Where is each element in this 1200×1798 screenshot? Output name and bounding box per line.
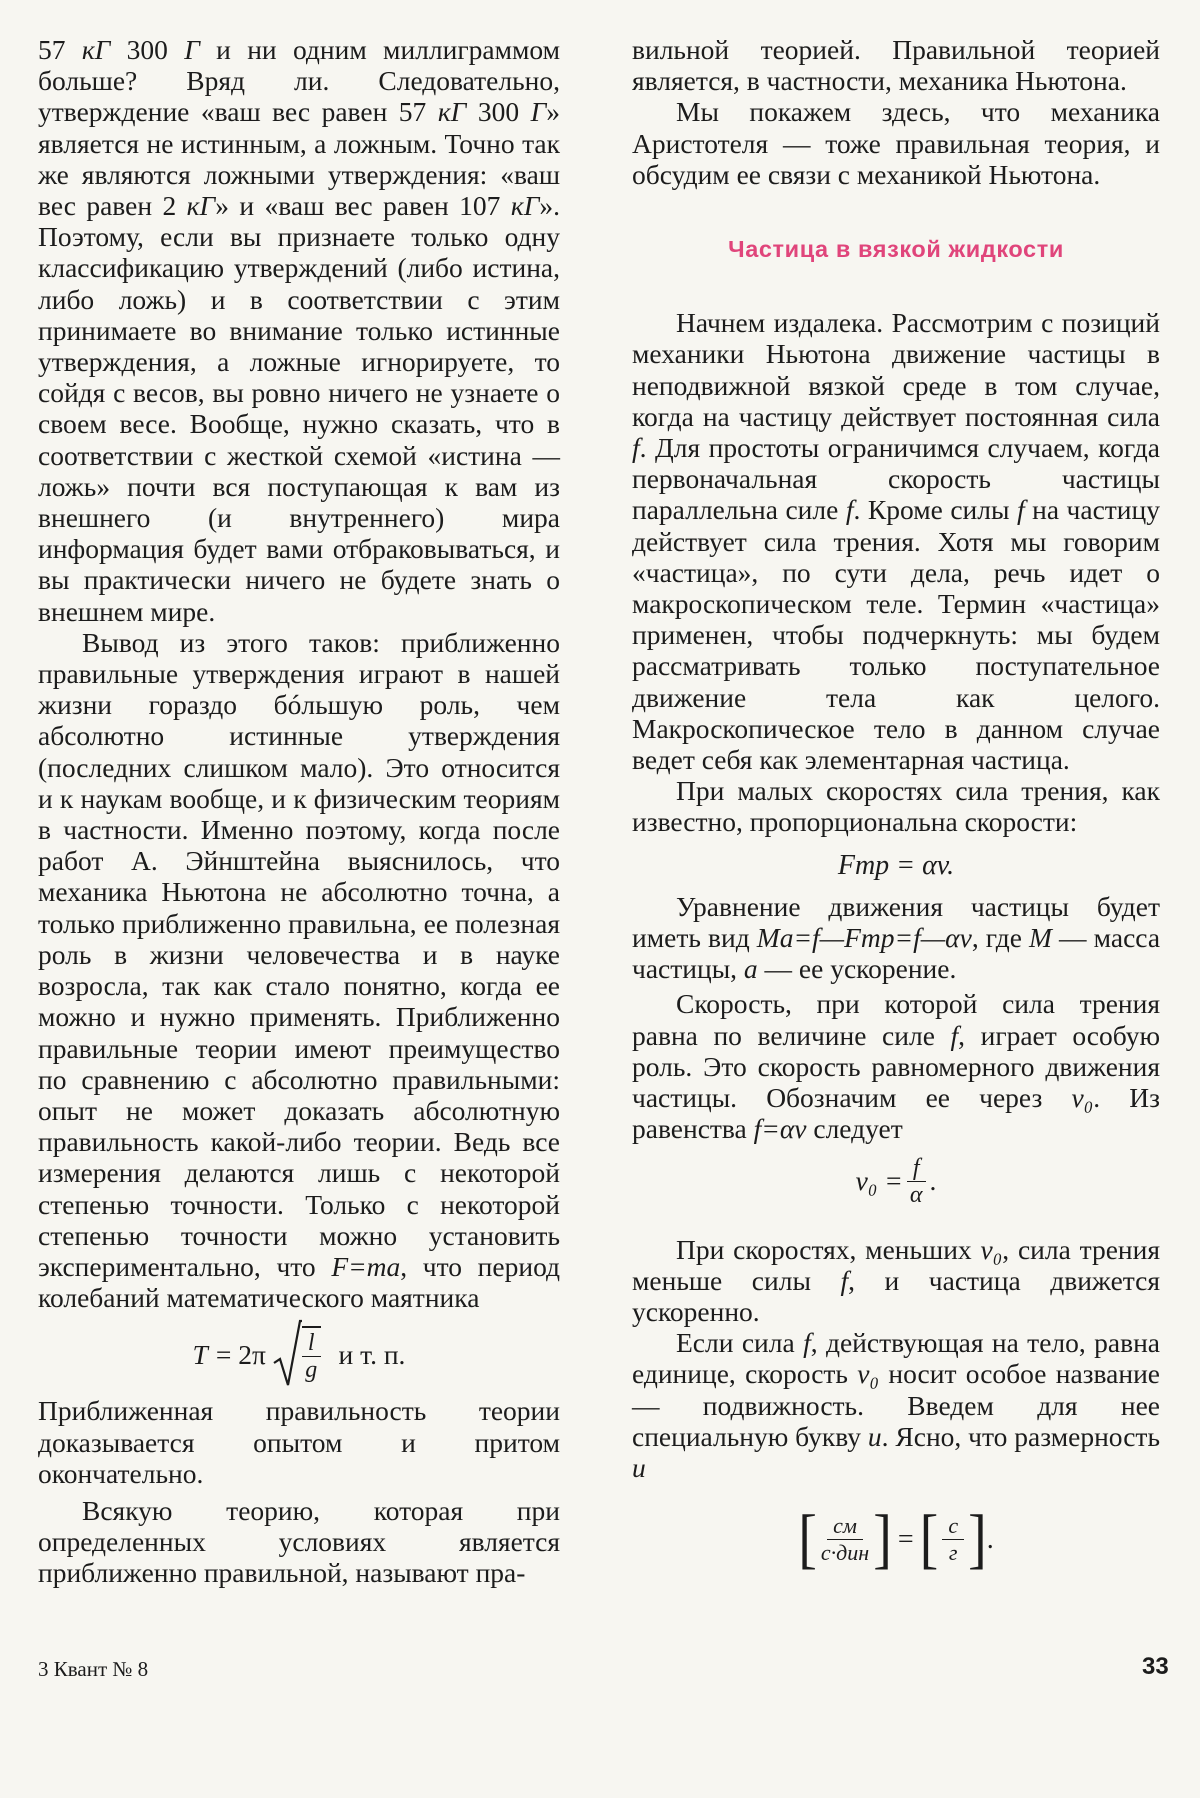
right-paragraph-5: Уравнение движения частицы будет иметь вид Ma=f—Fтр=f—αv, где M — масса частицы, a — ее ускорение. [632, 890, 1161, 985]
right-bracket-icon: ] [968, 1501, 987, 1577]
sqrt-expression [272, 1319, 325, 1389]
right-column [632, 0, 1160, 1575]
unit-fraction-1: $\frac{см}{\text{с·дин}}$ [820, 1512, 870, 1565]
pendulum-equals: = 2π [215, 1338, 266, 1370]
friction-formula: Fтр = αv. [837, 849, 955, 881]
right-paragraph-1: вильной теорией. Правильной теорией является, в частности, механика Ньютона. [632, 34, 1160, 97]
right-bracket-icon: ] [873, 1501, 892, 1577]
footer-issue: 3 Квант № 8 [38, 1657, 149, 1681]
left-bracket-icon: [ [798, 1501, 817, 1577]
page-number: 33 [1142, 1653, 1169, 1680]
right-paragraph-3: Начнем издалека. Рассмотрим с позиций механики Ньютона движение частицы в неподвижной вязкой среде в том случае, когда на частицу действует постоянная сила f. Для простоты ограничимся случаем, когда первоначальная скорость частицы параллельна силе f. Кроме силы f на частицу действует сила трения. Хотя мы говорим «частица», по сути дела, речь идет о макроскопическом теле. Термин «частица» применен, чтобы подчеркнуть: мы будем рассматривать только поступательное движение тела как целого. Макроскопическое тело в данном случае ведет себя как элементарная частица. [632, 307, 1160, 776]
section-heading: Частица в вязкой жидкости [728, 236, 1064, 263]
unit-fraction-2: $\frac{с}{г}$ [942, 1513, 964, 1566]
left-paragraph-2: Вывод из этого таков: приближенно правильные утверждения играют в нашей жизни гораздо бóльшую роль, чем абсолютно истинные утверждения (последних слишком мало). Это относится и к наукам вообще, и к физическим теориям в частности. Именно поэтому, когда после работ А. Эйнштейна выяснилось, что механика Ньютона не абсолютно точна, а только приближенно правильна, ее полезная роль в жизни человечества и в науке возросла, так как стало понятно, когда ее можно и нужно применять. Приближенно правильные теории имеют преимущество по сравнению с абсолютно правильными: опыт не может доказать абсолютную правильность какой-либо теории. Ведь все измерения делаются лишь с некоторой степенью точности. Только с некоторой степенью точности можно установить экспериментально, что F=ma, что период колебаний математического маятника [38, 626, 561, 1314]
unit-formula: [ $\frac{см}{\text{с·дин}}$ ] = [ $\frac{с}{г}$ ] . [798, 1501, 994, 1577]
left-paragraph-3: Приближенная правильность теории доказывается опытом и притом окончательно. [38, 1395, 560, 1489]
right-paragraph-2: Мы покажем здесь, что механика Аристотеля — тоже правильная теория, и обсудим ее связи с механикой Ньютона. [632, 96, 1160, 190]
v0-formula: v₀ = $\frac{f}{\alpha}$ . [855, 1154, 937, 1208]
sqrt-fraction: $\frac{l}{g}$ [302, 1326, 321, 1383]
right-paragraph-4: При малых скоростях сила трения, как известно, пропорциональна скорости: [632, 775, 1160, 838]
v0-fraction: $\frac{f}{\alpha}$ [907, 1155, 926, 1208]
pendulum-formula [38, 1315, 560, 1393]
left-paragraph-4: Всякую теорию, которая при определенных условиях является приближенно правильной, называют пра- [38, 1494, 560, 1589]
right-paragraph-6: Скорость, при которой сила трения равна по величине силе f, играет особую роль. Это скорость равномерного движения частицы. Обозначим ее через v₀. Из равенства f=αv следует [632, 988, 1161, 1145]
pendulum-tail: и т. п. [338, 1338, 406, 1370]
left-column [38, 0, 560, 1589]
right-paragraph-7: При скоростях, меньших v₀, сила трения меньше силы f, и частица движется ускоренно. [632, 1233, 1161, 1327]
left-bracket-icon: [ [919, 1501, 939, 1577]
left-paragraph-1: 57 кГ 300 Г и ни одним миллиграммом больше? Вряд ли. Следовательно, утверждение «ваш вес равен 57 кГ 300 Г» является не истинным, а ложным. Точно так же являются ложными утверждения: «ваш вес равен 2 кГ» и «ваш вес равен 107 кГ». Поэтому, если вы признаете только одну классификацию утверждений (либо истина, либо ложь) и в соответствии с этим принимаете во внимание только истинные утверждения, а ложные игнорируете, то сойдя с весов, вы ровно ничего не узнаете о своем весе. Вообще, нужно сказать, что в соответствии с жесткой схемой «истина — ложь» почти вся поступающая к вам из внешнего (и внутреннего) мира информация будет вами отбраковываться, и вы практически ничего не будете знать о внешнем мире. [38, 34, 561, 627]
sqrt-sign-icon [272, 1319, 302, 1389]
right-paragraph-8: Если сила f, действующая на тело, равна единице, скорость v₀ носит особое название — подвижность. Введем для нее специальную букву u. Ясно, что размерность u [632, 1327, 1161, 1483]
pendulum-period-symbol: T [192, 1338, 208, 1370]
